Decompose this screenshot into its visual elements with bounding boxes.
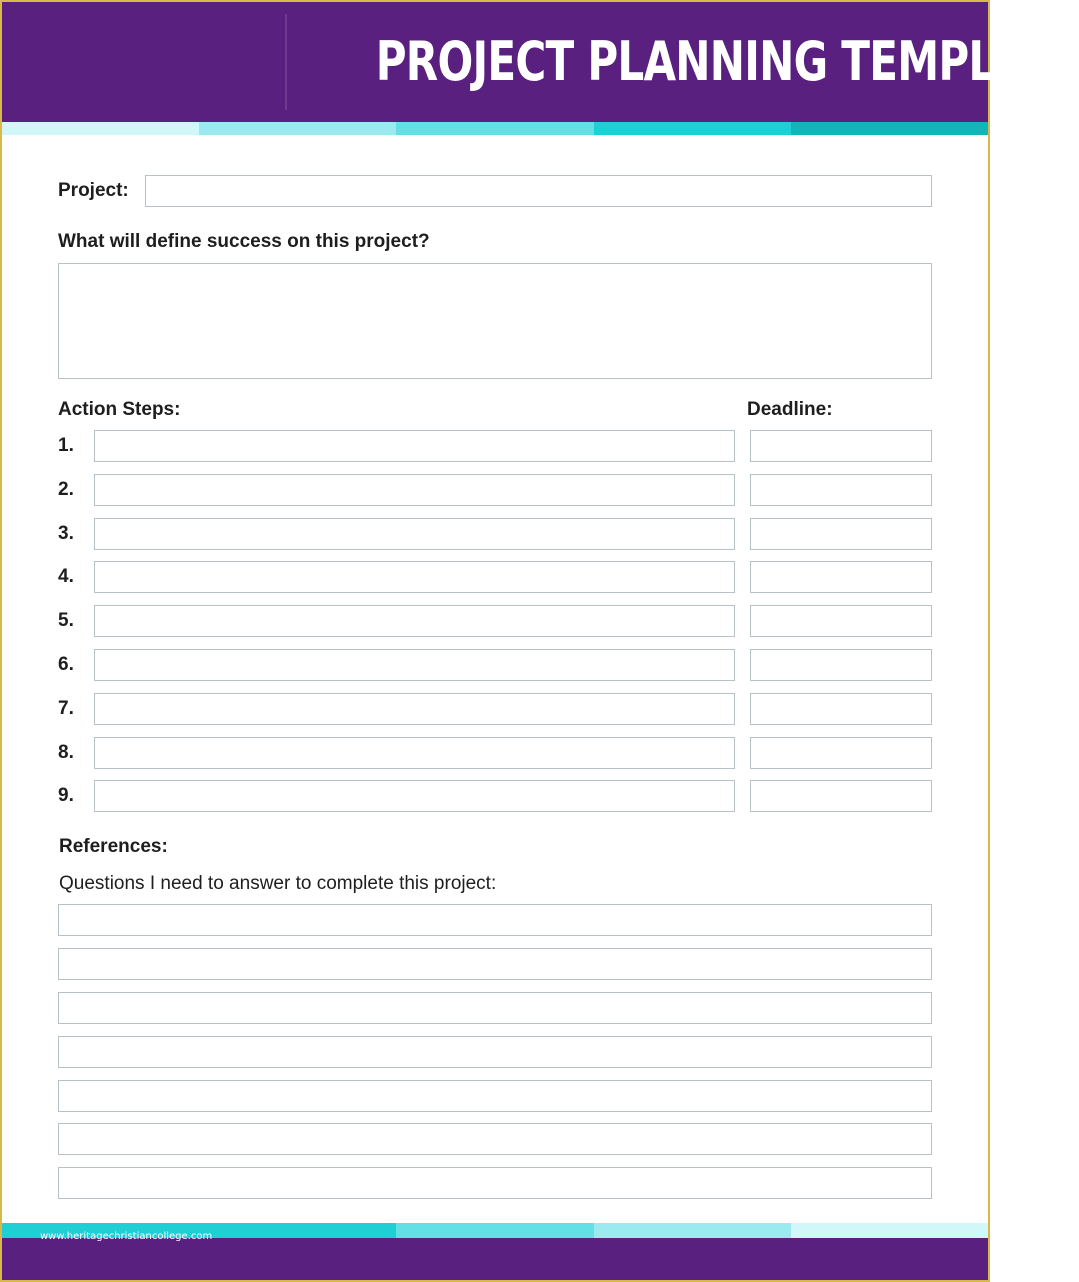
step-number: 8.: [58, 741, 74, 763]
watermark-text: www.heritagechristiancollege.com: [40, 1231, 213, 1242]
deadline-input[interactable]: [750, 518, 932, 550]
stripe-segment: [396, 1223, 593, 1238]
success-textarea[interactable]: [58, 263, 932, 379]
deadline-input[interactable]: [750, 780, 932, 812]
page-title: PROJECT PLANNING TEMPLATE: [375, 30, 1079, 93]
action-step-input[interactable]: [94, 737, 735, 769]
step-number: 9.: [58, 785, 74, 807]
action-step-input[interactable]: [94, 561, 735, 593]
deadline-input[interactable]: [750, 605, 932, 637]
action-step-input[interactable]: [94, 780, 735, 812]
stripe-segment: [791, 1223, 988, 1238]
success-label: What will define success on this project?: [58, 231, 430, 252]
action-step-input[interactable]: [94, 430, 735, 462]
stripe-segment: [396, 122, 593, 135]
deadline-input[interactable]: [750, 474, 932, 506]
question-input[interactable]: [58, 1036, 932, 1068]
stripe-segment: [2, 122, 199, 135]
deadline-input[interactable]: [750, 430, 932, 462]
header-banner: [2, 2, 1079, 122]
header-divider: [285, 14, 287, 110]
question-input[interactable]: [58, 1167, 932, 1199]
question-input[interactable]: [58, 904, 932, 936]
deadline-input[interactable]: [750, 649, 932, 681]
action-step-input[interactable]: [94, 605, 735, 637]
step-number: 6.: [58, 654, 74, 675]
step-number: 7.: [58, 697, 74, 719]
action-step-input[interactable]: [94, 649, 735, 681]
deadline-label: Deadline:: [747, 399, 833, 420]
stripe-segment: [199, 122, 396, 135]
step-number: 2.: [58, 478, 74, 500]
references-label: References:: [59, 836, 168, 857]
question-input[interactable]: [58, 992, 932, 1024]
action-step-input[interactable]: [94, 474, 735, 506]
stripe-segment: [594, 122, 791, 135]
stripe-segment: [791, 122, 988, 135]
step-number: 1.: [58, 435, 74, 456]
question-input[interactable]: [58, 948, 932, 980]
top-color-stripe: [2, 122, 988, 135]
questions-label: Questions I need to answer to complete this project:: [59, 873, 497, 894]
step-number: 5.: [58, 610, 74, 632]
step-number: 3.: [58, 522, 74, 544]
project-input[interactable]: [145, 175, 932, 207]
stripe-segment: [199, 1223, 396, 1238]
deadline-input[interactable]: [750, 737, 932, 769]
action-step-input[interactable]: [94, 693, 735, 725]
deadline-input[interactable]: [750, 561, 932, 593]
project-label: Project:: [58, 180, 129, 201]
question-input[interactable]: [58, 1080, 932, 1112]
action-steps-label: Action Steps:: [58, 399, 181, 420]
question-input[interactable]: [58, 1123, 932, 1155]
stripe-segment: [594, 1223, 791, 1238]
deadline-input[interactable]: [750, 693, 932, 725]
step-number: 4.: [58, 566, 74, 588]
footer-banner: [2, 1238, 988, 1280]
action-step-input[interactable]: [94, 518, 735, 550]
